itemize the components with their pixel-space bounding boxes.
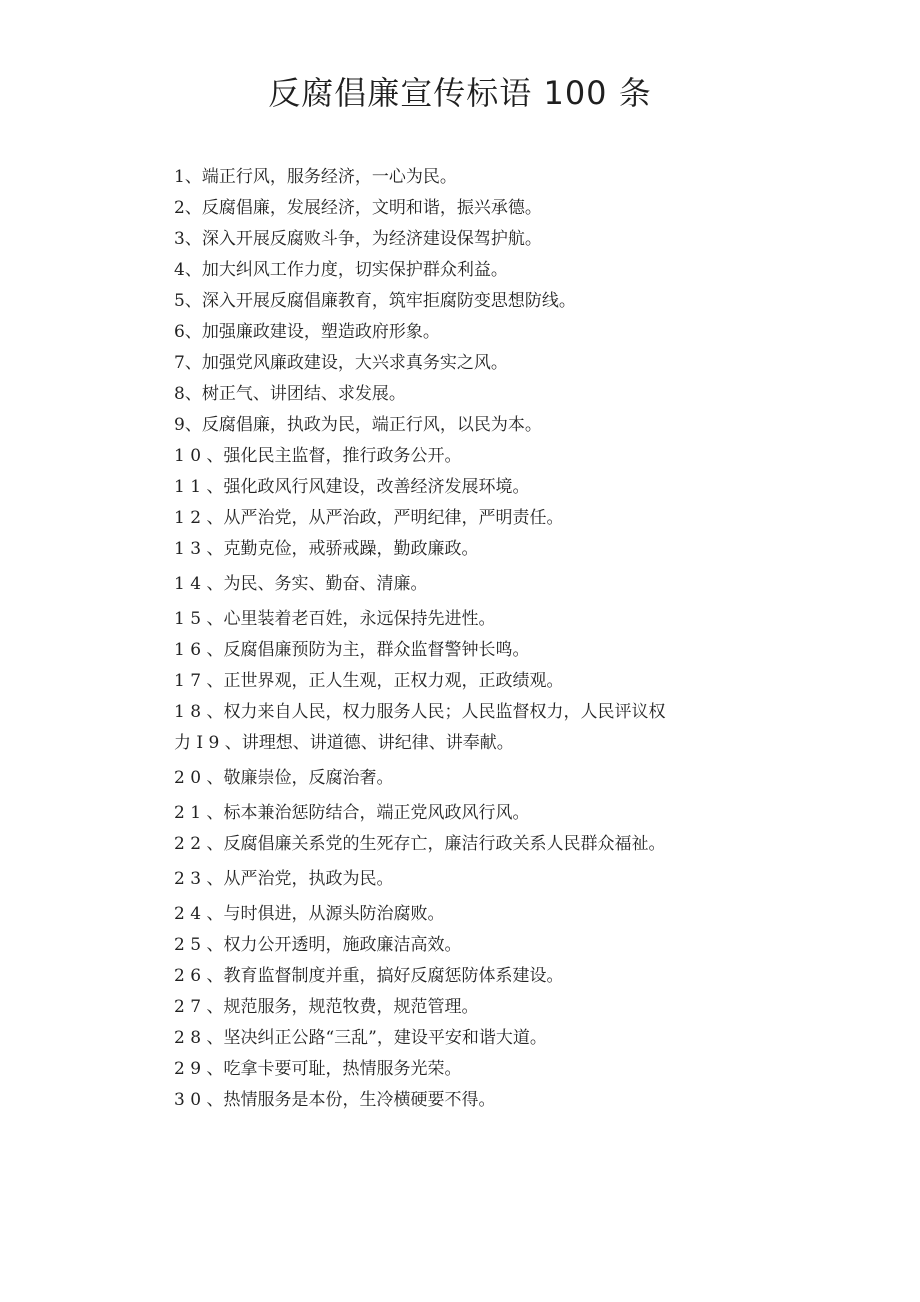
slogan-line: 力 I 9 、讲理想、讲道德、讲纪律、讲奉献。	[174, 733, 514, 753]
slogan-line: 1 5 、心里装着老百姓，永远保持先进性。	[174, 609, 496, 629]
document-title: 反腐倡廉宣传标语 100 条	[268, 74, 652, 112]
slogan-line: 2 7 、规范服务，规范牧费，规范管理。	[174, 997, 479, 1017]
slogan-line: 1 3 、克勤克俭，戒骄戒躁，勤政廉政。	[174, 539, 479, 559]
slogan-line: 2 3 、从严治党，执政为民。	[174, 869, 394, 889]
slogan-line: 1 8 、权力来自人民，权力服务人民；人民监督权力，人民评议权	[174, 702, 666, 722]
slogan-line: 2 5 、权力公开透明，施政廉洁高效。	[174, 935, 462, 955]
slogan-line: 4、加大纠风工作力度，切实保护群众利益。	[174, 260, 508, 280]
slogan-line: 2 4 、与时俱进，从源头防治腐败。	[174, 904, 445, 924]
slogan-line: 7、加强党风廉政建设，大兴求真务实之风。	[174, 353, 508, 373]
slogan-line: 2 0 、敬廉崇俭，反腐治奢。	[174, 768, 394, 788]
slogan-line: 1、端正行风，服务经济，一心为民。	[174, 167, 457, 187]
slogan-line: 3、深入开展反腐败斗争，为经济建设保驾护航。	[174, 229, 542, 249]
slogan-line: 1 6 、反腐倡廉预防为主，群众监督警钟长鸣。	[174, 640, 530, 660]
slogan-line: 2、反腐倡廉，发展经济，文明和谐，振兴承德。	[174, 198, 542, 218]
slogan-line: 1 7 、正世界观，正人生观，正权力观，正政绩观。	[174, 671, 564, 691]
slogan-line: 2 9 、吃拿卡要可耻，热情服务光荣。	[174, 1059, 462, 1079]
slogan-line: 1 2 、从严治党，从严治政，严明纪律，严明责任。	[174, 508, 564, 528]
slogan-line: 2 1 、标本兼治惩防结合，端正党风政风行风。	[174, 803, 530, 823]
slogan-line: 1 0 、强化民主监督，推行政务公开。	[174, 446, 462, 466]
slogan-line: 2 8 、坚决纠正公路“三乱”，建设平安和谐大道。	[174, 1028, 547, 1048]
slogan-list	[174, 162, 754, 1116]
slogan-line: 9、反腐倡廉，执政为民，端正行风，以民为本。	[174, 415, 542, 435]
slogan-line: 1 4 、为民、务实、勤奋、清廉。	[174, 574, 428, 594]
slogan-line: 5、深入开展反腐倡廉教育，筑牢拒腐防变思想防线。	[174, 291, 576, 311]
slogan-line: 1 1 、强化政风行风建设，改善经济发展环境。	[174, 477, 530, 497]
slogan-line: 6、加强廉政建设，塑造政府形象。	[174, 322, 440, 342]
slogan-line: 3 0 、热情服务是本份，生冷横硬要不得。	[174, 1090, 496, 1110]
slogan-line: 2 6 、教育监督制度并重，搞好反腐惩防体系建设。	[174, 966, 564, 986]
slogan-line: 2 2 、反腐倡廉关系党的生死存亡，廉洁行政关系人民群众福祉。	[174, 834, 666, 854]
slogan-line: 8、树正气、讲团结、求发展。	[174, 384, 406, 404]
